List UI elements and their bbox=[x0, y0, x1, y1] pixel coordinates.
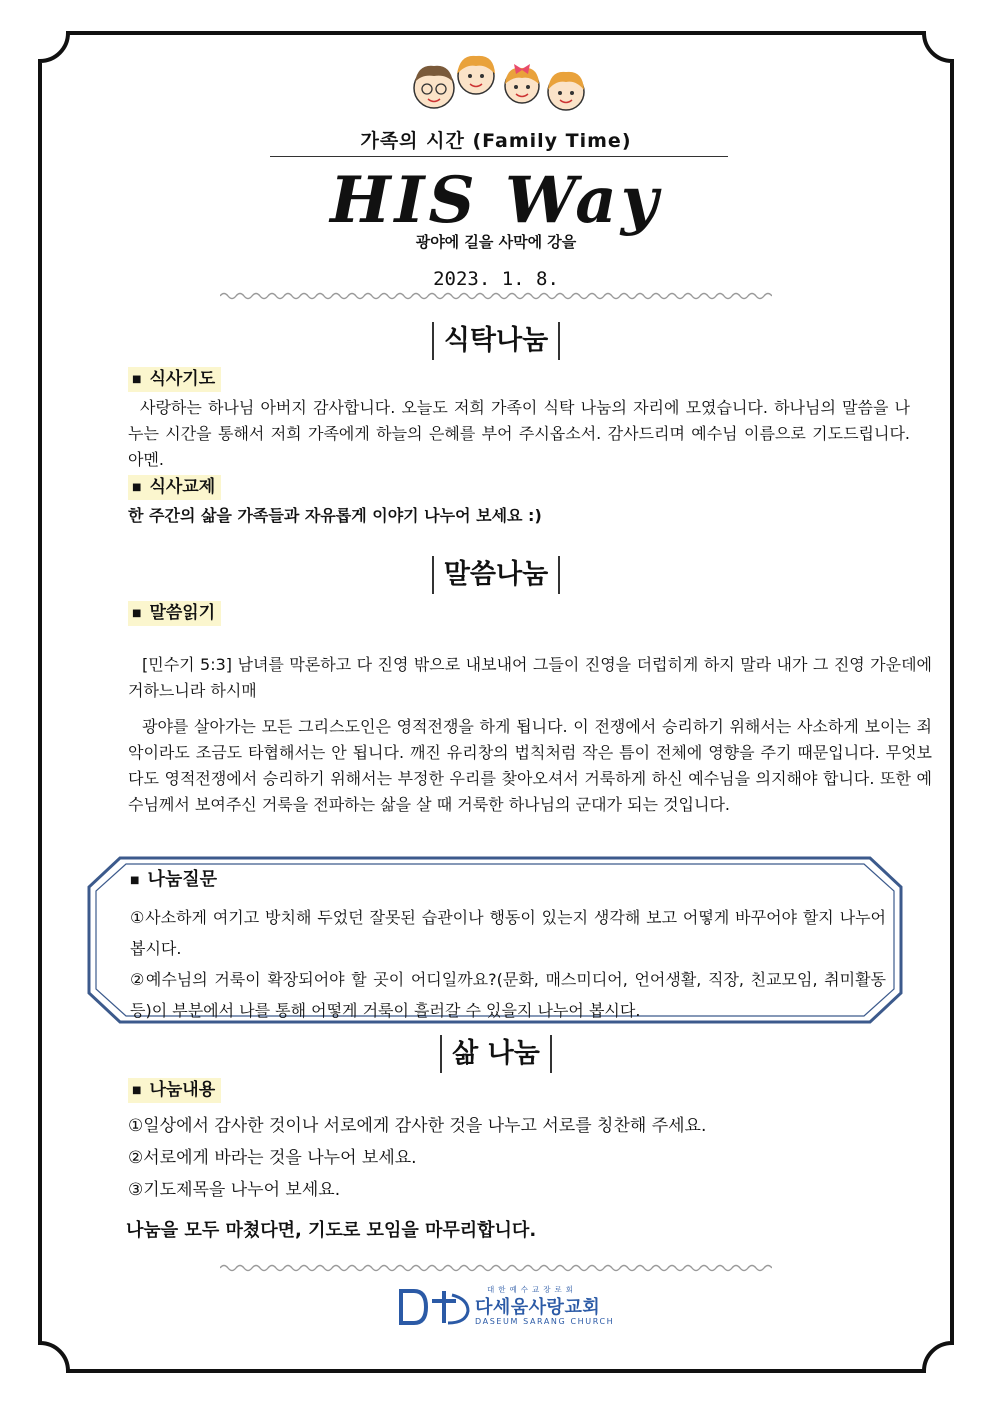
section-title-word-sharing: 말씀나눔 bbox=[0, 556, 992, 594]
church-denomination: 대한예수교장로회 bbox=[487, 1285, 577, 1294]
label-sharing-questions: ■ 나눔질문 bbox=[130, 865, 217, 891]
son-face-icon bbox=[548, 72, 584, 110]
label-meal-fellowship: ■ 식사교제 bbox=[128, 475, 221, 500]
meal-prayer-text: 사랑하는 하나님 아버지 감사합니다. 오늘도 저희 가족이 식탁 나눔의 자리에 모였습니다. 하나님의 말씀을 나누는 시간을 통해서 저희 가족에게 하늘의 은혜를 부어 주시옵소서. 감사드리며 예수님 이름으로 기도드립니다. 아멘. bbox=[128, 398, 910, 469]
sharing-item-1: ①일상에서 감사한 것이나 서로에게 감사한 것을 나누고 서로를 칭찬해 주세요. bbox=[128, 1116, 707, 1136]
mother-face-icon bbox=[457, 56, 495, 94]
father-face-icon bbox=[414, 66, 454, 108]
church-name-english: DASEUM SARANG CHURCH bbox=[475, 1317, 615, 1326]
sharing-item-3: ③기도제목을 나누어 보세요. bbox=[128, 1180, 341, 1200]
decorative-divider-bottom bbox=[220, 1262, 772, 1274]
question-2: ②예수님의 거룩이 확장되어야 할 곳이 어디일까요?(문화, 매스미디어, 언어생활, 직장, 친교모임, 취미활동 등)이 부분에서 나를 통해 어떻게 거룩이 흘러갈 수 있을지 나누어 봅시다. bbox=[130, 970, 886, 1020]
sermon-message: 광야를 살아가는 모든 그리스도인은 영적전쟁을 하게 됩니다. 이 전쟁에서 승리하기 위해서는 사소하게 보이는 죄악이라도 조금도 타협해서는 안 됩니다. 깨진 유리창의 법칙처럼 작은 틈이 전체에 영향을 주기 때문입니다. 무엇보다도 영적전쟁에서 승리하기 위해서는 부정한 우리를 찾아오셔서 거룩하게 하신 예수님을 의지해야 합니다. 또한 예수님께서 보여주신 거룩을 전파하는 삶을 살 때 거룩한 하나님의 군대가 되는 것입니다. bbox=[128, 717, 932, 814]
section-title-meal-sharing: 식탁나눔 bbox=[0, 322, 992, 360]
meal-fellowship-text: 한 주간의 삶을 가족들과 자유롭게 이야기 나누어 보세요 :) bbox=[128, 506, 542, 525]
sharing-questions-text bbox=[130, 902, 886, 1026]
decorative-divider bbox=[220, 290, 772, 302]
daughter-face-icon bbox=[505, 64, 539, 103]
page-date: 2023. 1. 8. bbox=[433, 268, 559, 290]
closing-text: 나눔을 모두 마쳤다면, 기도로 모임을 마무리합니다. bbox=[126, 1220, 537, 1241]
label-sharing-content: ■ 나눔내용 bbox=[128, 1078, 221, 1103]
section-title-life-sharing: 삶 나눔 bbox=[0, 1035, 992, 1073]
sharing-item-2: ②서로에게 바라는 것을 나누어 보세요. bbox=[128, 1148, 417, 1168]
family-faces-illustration bbox=[410, 52, 590, 116]
scripture-verse: [민수기 5:3] 남녀를 막론하고 다 진영 밖으로 내보내어 그들이 진영을 더럽히게 하지 말라 내가 그 진영 가운데에 거하느니라 하시매 bbox=[128, 655, 932, 700]
page-title: HIS Way bbox=[330, 163, 662, 238]
label-meal-prayer: ■ 식사기도 bbox=[128, 367, 221, 392]
page-subtitle: 가족의 시간 (Family Time) bbox=[360, 130, 632, 152]
page-tagline: 광야에 길을 사막에 강을 bbox=[415, 233, 577, 251]
question-1: ①사소하게 여기고 방치해 두었던 잘못된 습관이나 행동이 있는지 생각해 보고 어떻게 바꾸어야 할지 나누어 봅시다. bbox=[130, 908, 886, 958]
church-logo-icon bbox=[398, 1287, 472, 1327]
title-divider bbox=[270, 156, 728, 157]
label-scripture-reading: ■ 말씀읽기 bbox=[128, 601, 221, 626]
church-name: 다세움사랑교회 bbox=[475, 1297, 601, 1318]
